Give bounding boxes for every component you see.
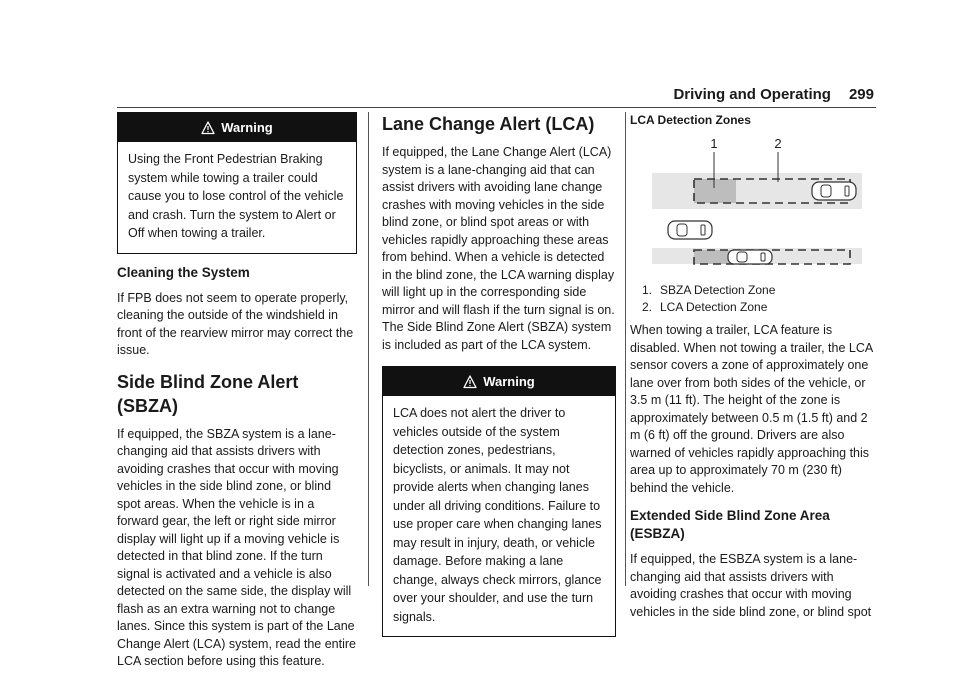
vehicle-icon — [812, 182, 856, 200]
sbza-zone-top — [694, 179, 736, 203]
zones-heading: LCA Detection Zones — [630, 113, 751, 127]
zone-legend — [630, 282, 876, 316]
page-header — [673, 86, 874, 103]
warning-title: Warning — [221, 120, 273, 135]
column-1 — [117, 112, 357, 678]
callout-1: 1 — [710, 138, 718, 151]
column-2 — [382, 112, 616, 643]
column-divider-2 — [625, 112, 626, 586]
page-number: 299 — [848, 86, 874, 103]
warning-header — [118, 113, 356, 142]
fpb-warning-box — [117, 112, 357, 254]
legend-item: 1. SBZA Detection Zone — [642, 283, 776, 297]
column-divider-1 — [368, 112, 369, 586]
warning-triangle-icon — [463, 375, 477, 389]
warning-text: Using the Front Pedestrian Braking system while towing a trailer could cause you to lose control of the vehicle and crash. Turn the system to Alert or Off when towing a trailer. — [128, 152, 344, 240]
sbza-heading: Side Blind Zone Alert (SBZA) — [117, 371, 299, 416]
esbza-paragraph: If equipped, the ESBZA system is a lane-changing aid that assists drivers with avoiding crashes that occur with moving vehicles in the side blind zone, or blind spot — [630, 552, 872, 619]
warning-text: LCA does not alert the driver to vehicles outside of the system detection zones, pedestrians, bicyclists, or animals. It may not provide alerts when changing lanes under all driving conditions. Failure to use proper care when changing lanes may result in injury, death, or vehicle damage. Before making a lane change, always check mirrors, glance over your shoulder, and use the turn signals. — [393, 406, 602, 624]
towing-paragraph: When towing a trailer, LCA feature is disabled. When not towing a trailer, the LCA sensor covers a zone of approximately one lane over from both sides of the vehicle, or 3.5 m (11 ft). The height of the zone is approximately between 0.5 m (1.5 ft) and 2 m (6 ft) off the ground. Drivers are also warned of vehicles rapidly approaching this area up to approximately 70 m (230 ft) behind the vehicle. — [630, 323, 873, 495]
section-title: Driving and Operating — [673, 86, 831, 103]
warning-title: Warning — [483, 374, 535, 389]
vehicle-icon — [728, 250, 772, 264]
esbza-heading: Extended Side Blind Zone Area (ESBZA) — [630, 508, 830, 541]
header-rule — [117, 107, 876, 108]
callout-2: 2 — [774, 138, 782, 151]
lca-warning-box — [382, 366, 616, 637]
lca-paragraph: If equipped, the Lane Change Alert (LCA) system is a lane-changing aid that can assist drivers with avoiding lane change crashes with moving vehicles in the side blind zone, or blind spot areas or with vehicles rapidly approaching these areas from behind. When a vehicle is detected in the blind zone, the LCA warning display will light up in the corresponding side mirror and will flash if the turn signal is on. The Side Blind Zone Alert (SBZA) system is included as part of the LCA system. — [382, 145, 615, 352]
own-vehicle-icon — [668, 221, 712, 239]
warning-triangle-icon — [201, 121, 215, 135]
cleaning-heading: Cleaning the System — [117, 264, 250, 280]
sbza-paragraph: If equipped, the SBZA system is a lane-changing aid that assists drivers with avoiding crashes that occur with moving vehicles in the side blind zone, or blind spot areas. When the vehicle is in a forward gear, the left or right side mirror display will light up if a moving vehicle is detected in that blind zone. If the turn signal is activated and a vehicle is also detected on the same side, the display will flash as an extra warning not to change lanes. Since this system is part of the Lane Change Alert (LCA) system, read the entire LCA section before using this feature. — [117, 426, 357, 668]
lca-detection-zones-figure — [652, 138, 872, 266]
warning-header — [383, 367, 615, 396]
legend-item: 2. LCA Detection Zone — [642, 300, 768, 314]
cleaning-paragraph: If FPB does not seem to operate properly, cleaning the outside of the windshield in front of the rearview mirror may correct the issue. — [117, 290, 354, 357]
column-3 — [630, 112, 876, 629]
lca-heading: Lane Change Alert (LCA) — [382, 114, 595, 134]
